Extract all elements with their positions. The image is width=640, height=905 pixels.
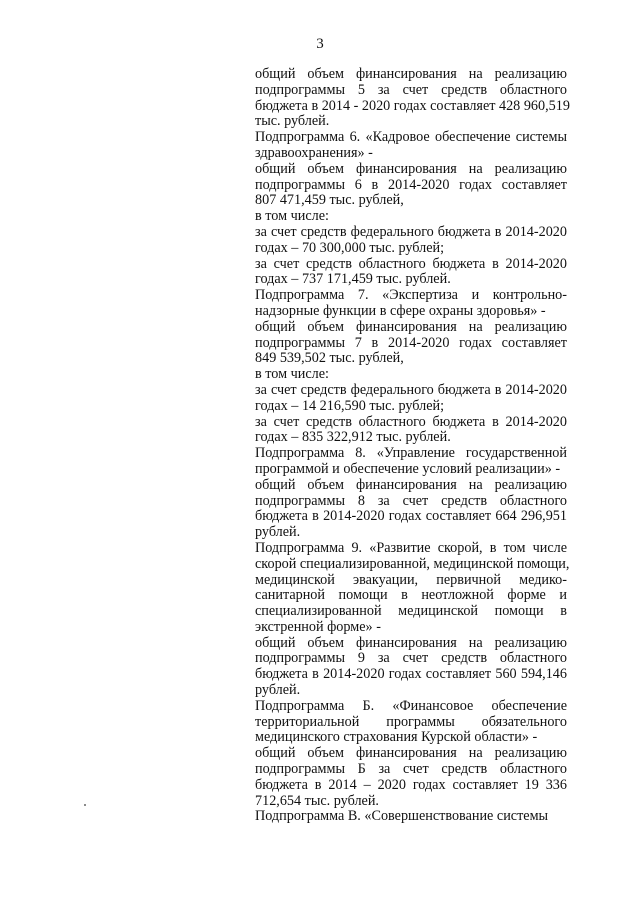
text-line: Подпрограмма 7. «Экспертиза и контрольно- — [255, 287, 567, 304]
paragraph — [255, 257, 567, 289]
text-line: подпрограммы 9 за счет средств областного — [255, 650, 567, 667]
text-line: за счет средств областного бюджета в 2014-2020 — [255, 255, 567, 272]
paragraph — [255, 66, 570, 130]
paragraph — [255, 130, 567, 162]
text-line: бюджета в 2014 - 2020 годах составляет 428 960,519 — [255, 97, 570, 114]
paragraph — [255, 209, 567, 225]
text-line: подпрограммы 8 за счет средств областного — [255, 492, 567, 509]
scan-speck — [84, 804, 86, 806]
text-line: медицинского страхования Курской области» - — [255, 729, 538, 746]
text-line: годах – 70 300,000 тыс. рублей; — [255, 239, 445, 256]
paragraph — [255, 288, 567, 320]
text-line: медицинской эвакуации, первичной медико- — [255, 571, 567, 588]
text-line: экстренной форме» - — [255, 618, 381, 635]
text-line: бюджета в 2014-2020 годах составляет 560 594,146 — [255, 666, 567, 683]
text-line: рублей. — [255, 682, 301, 699]
text-line: подпрограммы 5 за счет средств областного — [255, 81, 567, 98]
text-line: территориальной программы обязательного — [255, 713, 567, 730]
text-line: Подпрограмма 9. «Развитие скорой, в том числе — [255, 539, 567, 556]
text-line: Подпрограмма 8. «Управление государственной — [255, 445, 567, 462]
text-line: Подпрограмма Б. «Финансовое обеспечение — [255, 697, 567, 714]
text-line: годах – 835 322,912 тыс. рублей. — [255, 429, 451, 446]
text-line: подпрограммы 6 в 2014-2020 годах составляет — [255, 176, 567, 193]
text-line: программой и обеспечение условий реализации» - — [255, 460, 561, 477]
text-line: Подпрограмма 6. «Кадровое обеспечение системы — [255, 129, 567, 146]
paragraph — [255, 539, 570, 636]
text-line: подпрограммы 7 в 2014-2020 годах составляет — [255, 334, 567, 351]
text-line: общий объем финансирования на реализацию — [255, 160, 567, 177]
paragraph — [255, 383, 567, 415]
text-line: общий объем финансирования на реализацию — [255, 66, 567, 82]
paragraph — [255, 699, 567, 746]
paragraph — [255, 478, 567, 541]
paragraph — [255, 809, 567, 825]
text-line: годах – 737 171,459 тыс. рублей. — [255, 271, 451, 288]
paragraph — [255, 746, 567, 809]
text-line: годах – 14 216,590 тыс. рублей; — [255, 397, 445, 414]
paragraph — [255, 636, 567, 699]
page-number: 3 — [316, 36, 324, 52]
text-line: санитарной помощи в неотложной форме и — [255, 587, 567, 604]
text-line: надзорные функции в сфере охраны здоровья» - — [255, 302, 546, 319]
text-line: бюджета в 2014 – 2020 годах составляет 19 336 — [255, 776, 567, 793]
paragraph — [255, 162, 567, 209]
paragraph — [255, 225, 567, 257]
text-line: Подпрограмма В. «Совершенствование системы — [255, 808, 549, 825]
text-line: общий объем финансирования на реализацию — [255, 318, 567, 335]
text-line: 712,654 тыс. рублей. — [255, 792, 379, 809]
text-line: тыс. рублей. — [255, 113, 330, 130]
text-line: бюджета в 2014-2020 годах составляет 664 296,951 — [255, 508, 567, 525]
text-line: общий объем финансирования на реализацию — [255, 634, 567, 651]
text-line: в том числе: — [255, 366, 329, 383]
paragraph — [255, 446, 567, 478]
text-line: 849 539,502 тыс. рублей, — [255, 350, 404, 367]
text-line: в том числе: — [255, 208, 329, 225]
text-line: общий объем финансирования на реализацию — [255, 745, 567, 762]
text-line: рублей. — [255, 524, 301, 541]
text-line: за счет средств областного бюджета в 2014-2020 — [255, 413, 567, 430]
text-line: 807 471,459 тыс. рублей, — [255, 192, 404, 209]
text-line: за счет средств федерального бюджета в 2014-2020 — [255, 223, 567, 240]
paragraph — [255, 367, 567, 383]
text-line: подпрограммы Б за счет средств областного — [255, 761, 567, 778]
paragraph — [255, 320, 567, 367]
paragraph — [255, 415, 567, 447]
text-line: специализированной медицинской помощи в — [255, 603, 567, 620]
text-line: общий объем финансирования на реализацию — [255, 476, 567, 493]
text-line: здравоохранения» - — [255, 144, 373, 161]
text-line: за счет средств федерального бюджета в 2014-2020 — [255, 381, 567, 398]
text-line: скорой специализированной, медицинской помощи, — [255, 555, 570, 572]
document-body — [255, 66, 570, 825]
